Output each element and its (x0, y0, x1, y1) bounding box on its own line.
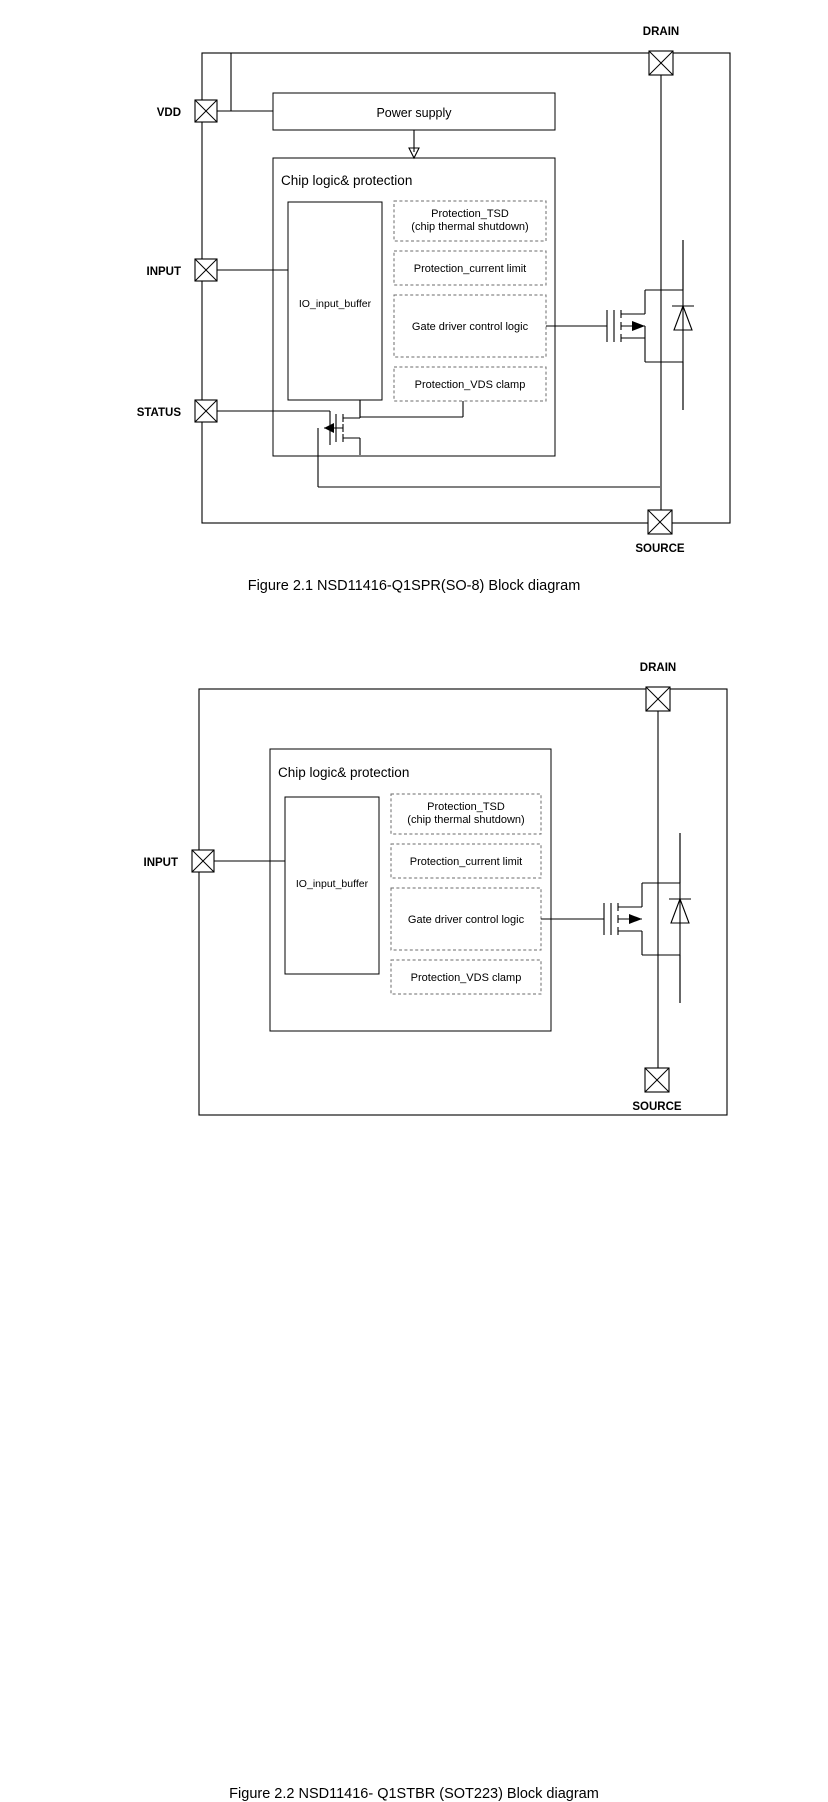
pin-pad-status (195, 400, 217, 422)
pin-label-drain: DRAIN (642, 26, 680, 38)
block-label-protection-vds-clamp: Protection_VDS clamp (414, 379, 526, 391)
block-label-protection-tsd-line1-2: Protection_TSD (427, 801, 505, 813)
block-label-gate-driver-control-logic: Gate driver control logic (411, 321, 529, 333)
block-label-io-input-buffer-2: IO_input_buffer (295, 878, 369, 890)
block-label-protection-current-limit: Protection_current limit (413, 263, 527, 275)
pin-label-status: STATUS (136, 407, 181, 419)
pin-pad-drain (649, 51, 673, 75)
pin-pad-drain-2 (646, 687, 670, 711)
block-label-protection-current-limit-2: Protection_current limit (409, 856, 523, 868)
block-label-protection-tsd-line2-2: (chip thermal shutdown) (407, 814, 525, 826)
pin-pad-source (648, 510, 672, 534)
pin-label-source-2: SOURCE (632, 1101, 682, 1113)
block-diagram-figure-2 (0, 636, 828, 1802)
figure-2-caption: Figure 2.2 NSD11416- Q1STBR (SOT223) Block diagram (229, 1786, 599, 1802)
block-label-protection-tsd-line1: Protection_TSD (431, 208, 509, 220)
power-mosfet-symbol (607, 240, 694, 410)
block-label-gate-driver-control-logic-2: Gate driver control logic (407, 914, 525, 926)
power-mosfet-symbol-2 (604, 833, 691, 1003)
pin-pad-input-2 (192, 850, 214, 872)
pin-pad-vdd (195, 100, 217, 122)
pin-label-source: SOURCE (635, 543, 685, 555)
block-label-chip-logic-protection-2: Chip logic& protection (278, 765, 410, 780)
pin-label-drain-2: DRAIN (639, 662, 677, 674)
pin-label-vdd: VDD (156, 107, 181, 119)
block-label-protection-tsd-line2: (chip thermal shutdown) (411, 221, 529, 233)
pin-label-input: INPUT (146, 266, 181, 278)
pin-pad-input (195, 259, 217, 281)
pin-pad-source-2 (645, 1068, 669, 1092)
block-diagram-figure-1 (0, 0, 828, 620)
figure-2-svg (0, 636, 828, 1136)
block-label-io-input-buffer: IO_input_buffer (298, 298, 372, 310)
figure-1-svg (0, 0, 828, 575)
figure-1-caption: Figure 2.1 NSD11416-Q1SPR(SO-8) Block diagram (247, 578, 581, 594)
block-label-power-supply: Power supply (376, 106, 452, 120)
pin-label-input-2: INPUT (143, 857, 178, 869)
block-label-protection-vds-clamp-2: Protection_VDS clamp (410, 972, 522, 984)
block-label-chip-logic-protection: Chip logic& protection (281, 173, 413, 188)
